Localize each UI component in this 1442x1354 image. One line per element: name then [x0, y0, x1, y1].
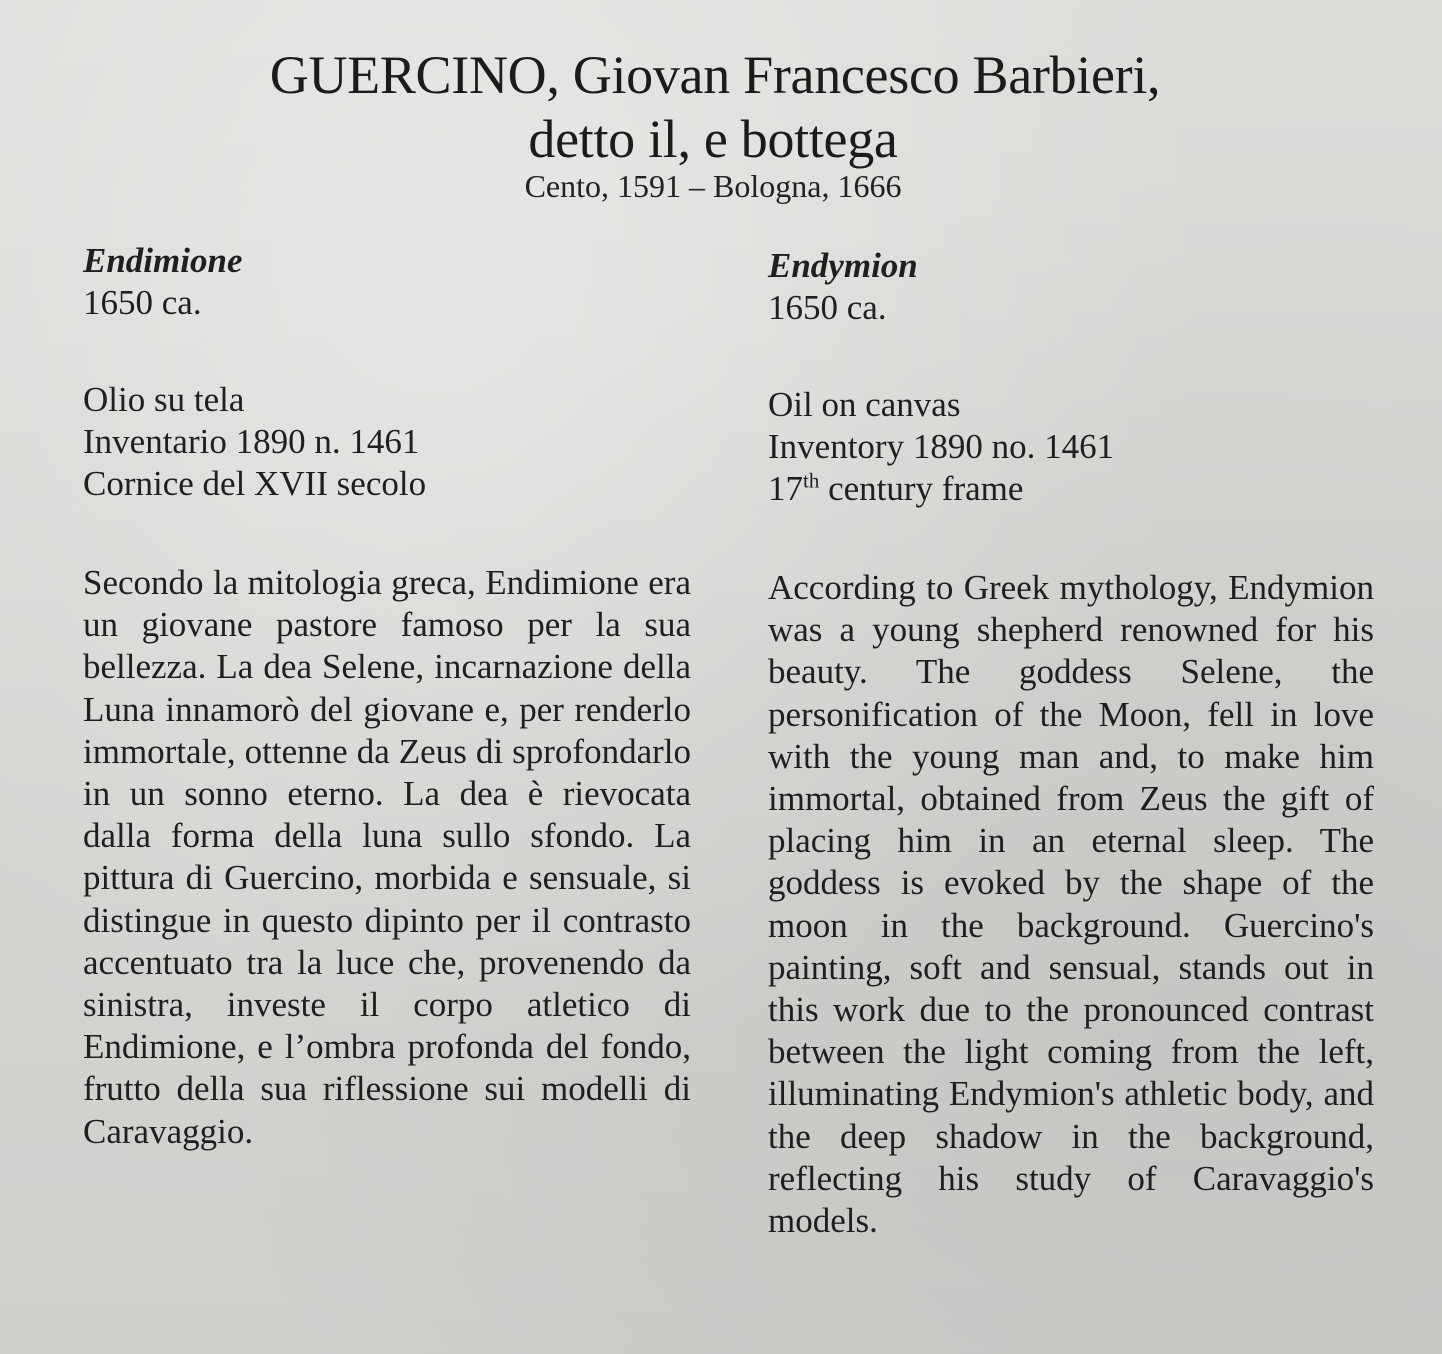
artist-name-line1: GUERCINO, Giovan Francesco Barbieri,: [269, 45, 1161, 105]
english-details-block: [768, 384, 1374, 510]
english-inventory: Inventory 1890 no. 1461: [768, 427, 1115, 466]
italian-header-block: [83, 240, 691, 324]
english-frame-century: 17: [768, 469, 803, 508]
english-medium: Oil on canvas: [768, 385, 961, 424]
italian-description: Secondo la mitologia greca, Endimione era un giovane pastore famoso per la sua bellezza. La dea Selene, incarnazione della Luna innamorò del giovane e, per renderlo immortale, ottenne da Zeus di sprofondarlo in un sonno eterno. La dea è rievocata dalla forma della luna sullo sfondo. La pittura di Guercino, morbida e sensuale, si distingue in questo dipinto per il contrasto accentuato tra la luce che, provenendo da sinistra, investe il corpo atletico di Endimione, e l’ombra profonda del fondo, frutto della sua riflessione sui modelli di Caravaggio.: [83, 563, 691, 1151]
italian-frame: Cornice del XVII secolo: [83, 464, 427, 503]
english-work-title: Endymion: [768, 246, 918, 285]
english-frame: [768, 468, 1374, 510]
artist-name-line2: detto il, e bottega: [528, 109, 898, 169]
artist-dates: Cento, 1591 – Bologna, 1666: [524, 168, 902, 204]
english-date: 1650 ca.: [768, 288, 887, 327]
english-description: According to Greek mythology, Endymion was a young shepherd renowned for his beauty. The goddess Selene, the personification of the Moon, fell in love with the young man and, to make him immortal, obtained from Zeus the gift of placing him in an eternal sleep. The goddess is evoked by the shape of the moon in the background. Guercino's painting, soft and sensual, stands out in this work due to the pronounced contrast between the light coming from the left, illuminating Endymion's athletic body, and the deep shadow in the background, reflecting his study of Caravaggio's models.: [768, 568, 1374, 1241]
italian-work-title: Endimione: [83, 241, 243, 280]
italian-details-block: [83, 379, 691, 505]
english-frame-century-suffix: th: [803, 468, 820, 493]
italian-date: 1650 ca.: [83, 283, 202, 322]
italian-medium: Olio su tela: [83, 380, 245, 419]
italian-inventory: Inventario 1890 n. 1461: [83, 422, 420, 461]
english-header-block: [768, 245, 1374, 329]
english-frame-rest: century frame: [819, 469, 1024, 508]
